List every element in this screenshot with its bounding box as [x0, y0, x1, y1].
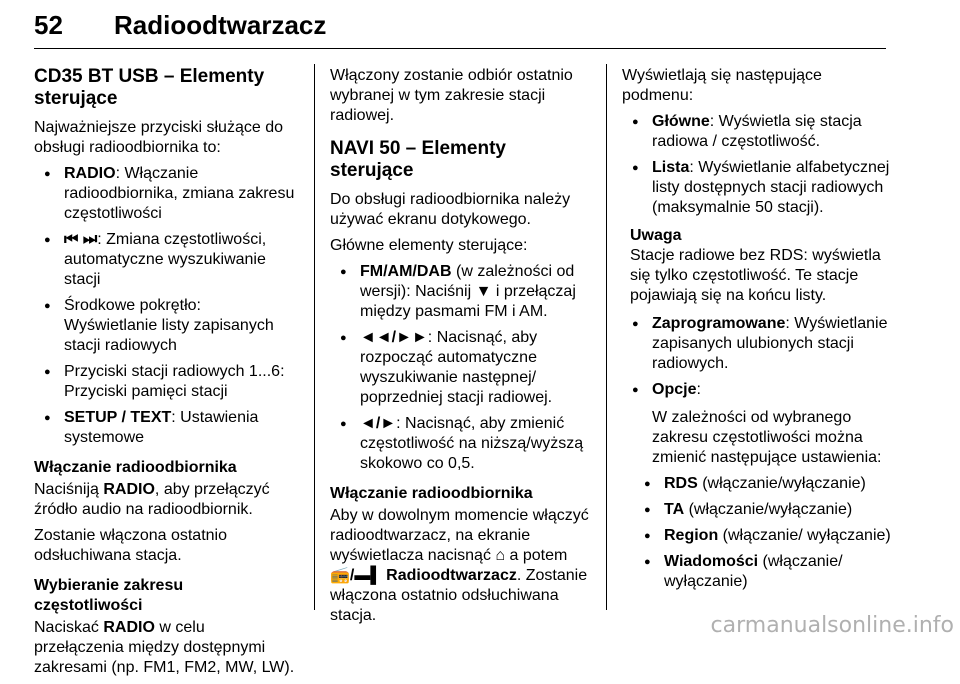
note-box [630, 226, 892, 306]
note-text: Stacje radiowe bez RDS: wyświetla się tylko częstotliwość. Te stacje pojawiają się na końcu listy. [630, 247, 881, 304]
text-fragment: w celu przełączenia między dostępnymi zakresami (np. FM1, FM2, MW, LW). [34, 619, 295, 676]
control-term: RADIO [103, 619, 155, 636]
control-desc: Środkowe pokrętło: Wyświetlanie listy zapisanych stacji radiowych [64, 297, 274, 354]
option-term: RDS [664, 475, 698, 492]
menu-term: Główne [652, 113, 710, 130]
section-heading: NAVI 50 – Elementy sterujące [330, 138, 507, 181]
list-item [634, 526, 892, 546]
watermark: carmanualsonline.info [710, 613, 954, 638]
option-desc: (włączanie/wyłączanie) [697, 475, 866, 492]
list-item [634, 474, 892, 494]
menu-desc: : Wyświetlanie alfabetycznej listy dostępnych stacji radiowych (maksymalnie 50 stacji). [652, 159, 890, 216]
option-desc: (włączanie/wyłączanie) [684, 501, 853, 518]
list-item [330, 328, 594, 408]
paragraph: Wyświetlają się następujące podmenu: [622, 67, 822, 104]
skip-buttons-icon: ⏮ ⏭ [64, 231, 98, 248]
control-list [34, 164, 296, 448]
column-right [622, 66, 892, 598]
text-fragment: Naciśniją [34, 481, 104, 498]
paragraph [34, 480, 296, 520]
control-desc: (w zależności od wersji): Naciśnij ▼ i przełączaj między pasmami FM i AM. [360, 263, 576, 320]
menu-term: Opcje [652, 381, 697, 398]
section-heading: CD35 BT USB – Elementy sterujące [34, 66, 265, 109]
subsection-title: Włączanie radioodbiornika [34, 459, 237, 476]
menu-desc: : Wyświetlanie zapisanych ulubionych stacji radiowych. [652, 315, 888, 372]
control-desc: : Ustawienia systemowe [64, 409, 259, 446]
column-middle [330, 66, 594, 632]
menu-desc: : Wyświetla się stacja radiowa / częstotliwość. [652, 113, 862, 150]
paragraph: Włączony zostanie odbiór ostatnio wybranej w tym zakresie stacji radiowej. [330, 67, 573, 124]
paragraph: Zostanie włączona ostatnio odsłuchiwana stacja. [34, 527, 227, 564]
column-left [34, 66, 296, 684]
list-item [34, 230, 296, 290]
option-term: Wiadomości [664, 553, 759, 570]
control-desc: : Włączanie radioodbiornika, zmiana zakresu częstotliwości [64, 165, 295, 222]
paragraph: Główne elementy sterujące: [330, 237, 528, 254]
step-buttons-icon: ◄/► [360, 415, 397, 432]
option-term: Region [664, 527, 719, 544]
page-title: Radioodtwarzacz [114, 10, 327, 40]
list-item [622, 314, 892, 374]
subsection-title: Włączanie radioodbiornika [330, 485, 533, 502]
list-item [634, 552, 892, 592]
control-term: FM/AM/DAB [360, 263, 452, 280]
control-term: RADIO [103, 481, 155, 498]
option-term: TA [664, 501, 685, 518]
option-desc: (włączanie/ wyłączanie) [664, 553, 843, 590]
text-fragment: Aby w dowolnym momencie włączyć radioodtwarzacz, na ekranie wyświetlacza nacisnąć ⌂ a potem [330, 507, 589, 564]
list-item [34, 408, 296, 448]
page-number: 52 [34, 10, 63, 40]
subsection-title: Wybieranie zakresu częstotliwości [34, 577, 184, 614]
list-item [330, 262, 594, 322]
paragraph: Do obsługi radioodbiornika należy używać ekranu dotykowego. [330, 191, 571, 228]
column-divider [314, 64, 315, 610]
list-item [34, 296, 296, 356]
note-title: Uwaga [630, 227, 682, 244]
submenu-list [622, 112, 892, 218]
text-fragment: , aby przełączyć źródło audio na radioodbiornik. [34, 481, 270, 518]
control-term: SETUP / TEXT [64, 409, 172, 426]
paragraph: Najważniejsze przyciski służące do obsługi radioodbiornika to: [34, 119, 283, 156]
paragraph [34, 618, 296, 678]
list-item [330, 414, 594, 474]
list-item [622, 158, 892, 218]
page-header [34, 0, 886, 49]
control-desc: : Zmiana częstotliwości, automatyczne wyszukiwanie stacji [64, 231, 267, 288]
control-list [330, 262, 594, 474]
options-desc: W zależności od wybranego zakresu częstotliwości można zmienić następujące ustawienia: [652, 409, 882, 466]
menu-term: Lista [652, 159, 690, 176]
control-desc: : Nacisnąć, aby rozpocząć automatyczne wyszukiwanie następnej/ poprzedniej stacji radiowej. [360, 329, 553, 406]
paragraph [330, 506, 594, 626]
list-item [634, 500, 892, 520]
list-item [34, 362, 296, 402]
list-item [622, 380, 892, 468]
options-list [622, 474, 892, 592]
text-fragment: . Zostanie włączona ostatnio odsłuchiwana stacja. [330, 567, 588, 624]
control-desc: : Nacisnąć, aby zmienić częstotliwość na niższą/wyższą skokowo co 0,5. [360, 415, 584, 472]
radio-menu-icon: 📻/▬▌ Radioodtwarzacz [330, 567, 517, 584]
list-item [622, 112, 892, 152]
option-desc: (włączanie/ wyłączanie) [718, 527, 891, 544]
submenu-list [622, 314, 892, 468]
list-item [34, 164, 296, 224]
menu-desc: : [696, 381, 701, 398]
text-fragment: Naciskać [34, 619, 104, 636]
control-desc: Przyciski stacji radiowych 1...6: Przyciski pamięci stacji [64, 363, 285, 400]
control-term: RADIO [64, 165, 116, 182]
menu-term: Zaprogramowane [652, 315, 786, 332]
column-divider [606, 64, 607, 610]
seek-buttons-icon: ◄◄/►► [360, 329, 428, 346]
